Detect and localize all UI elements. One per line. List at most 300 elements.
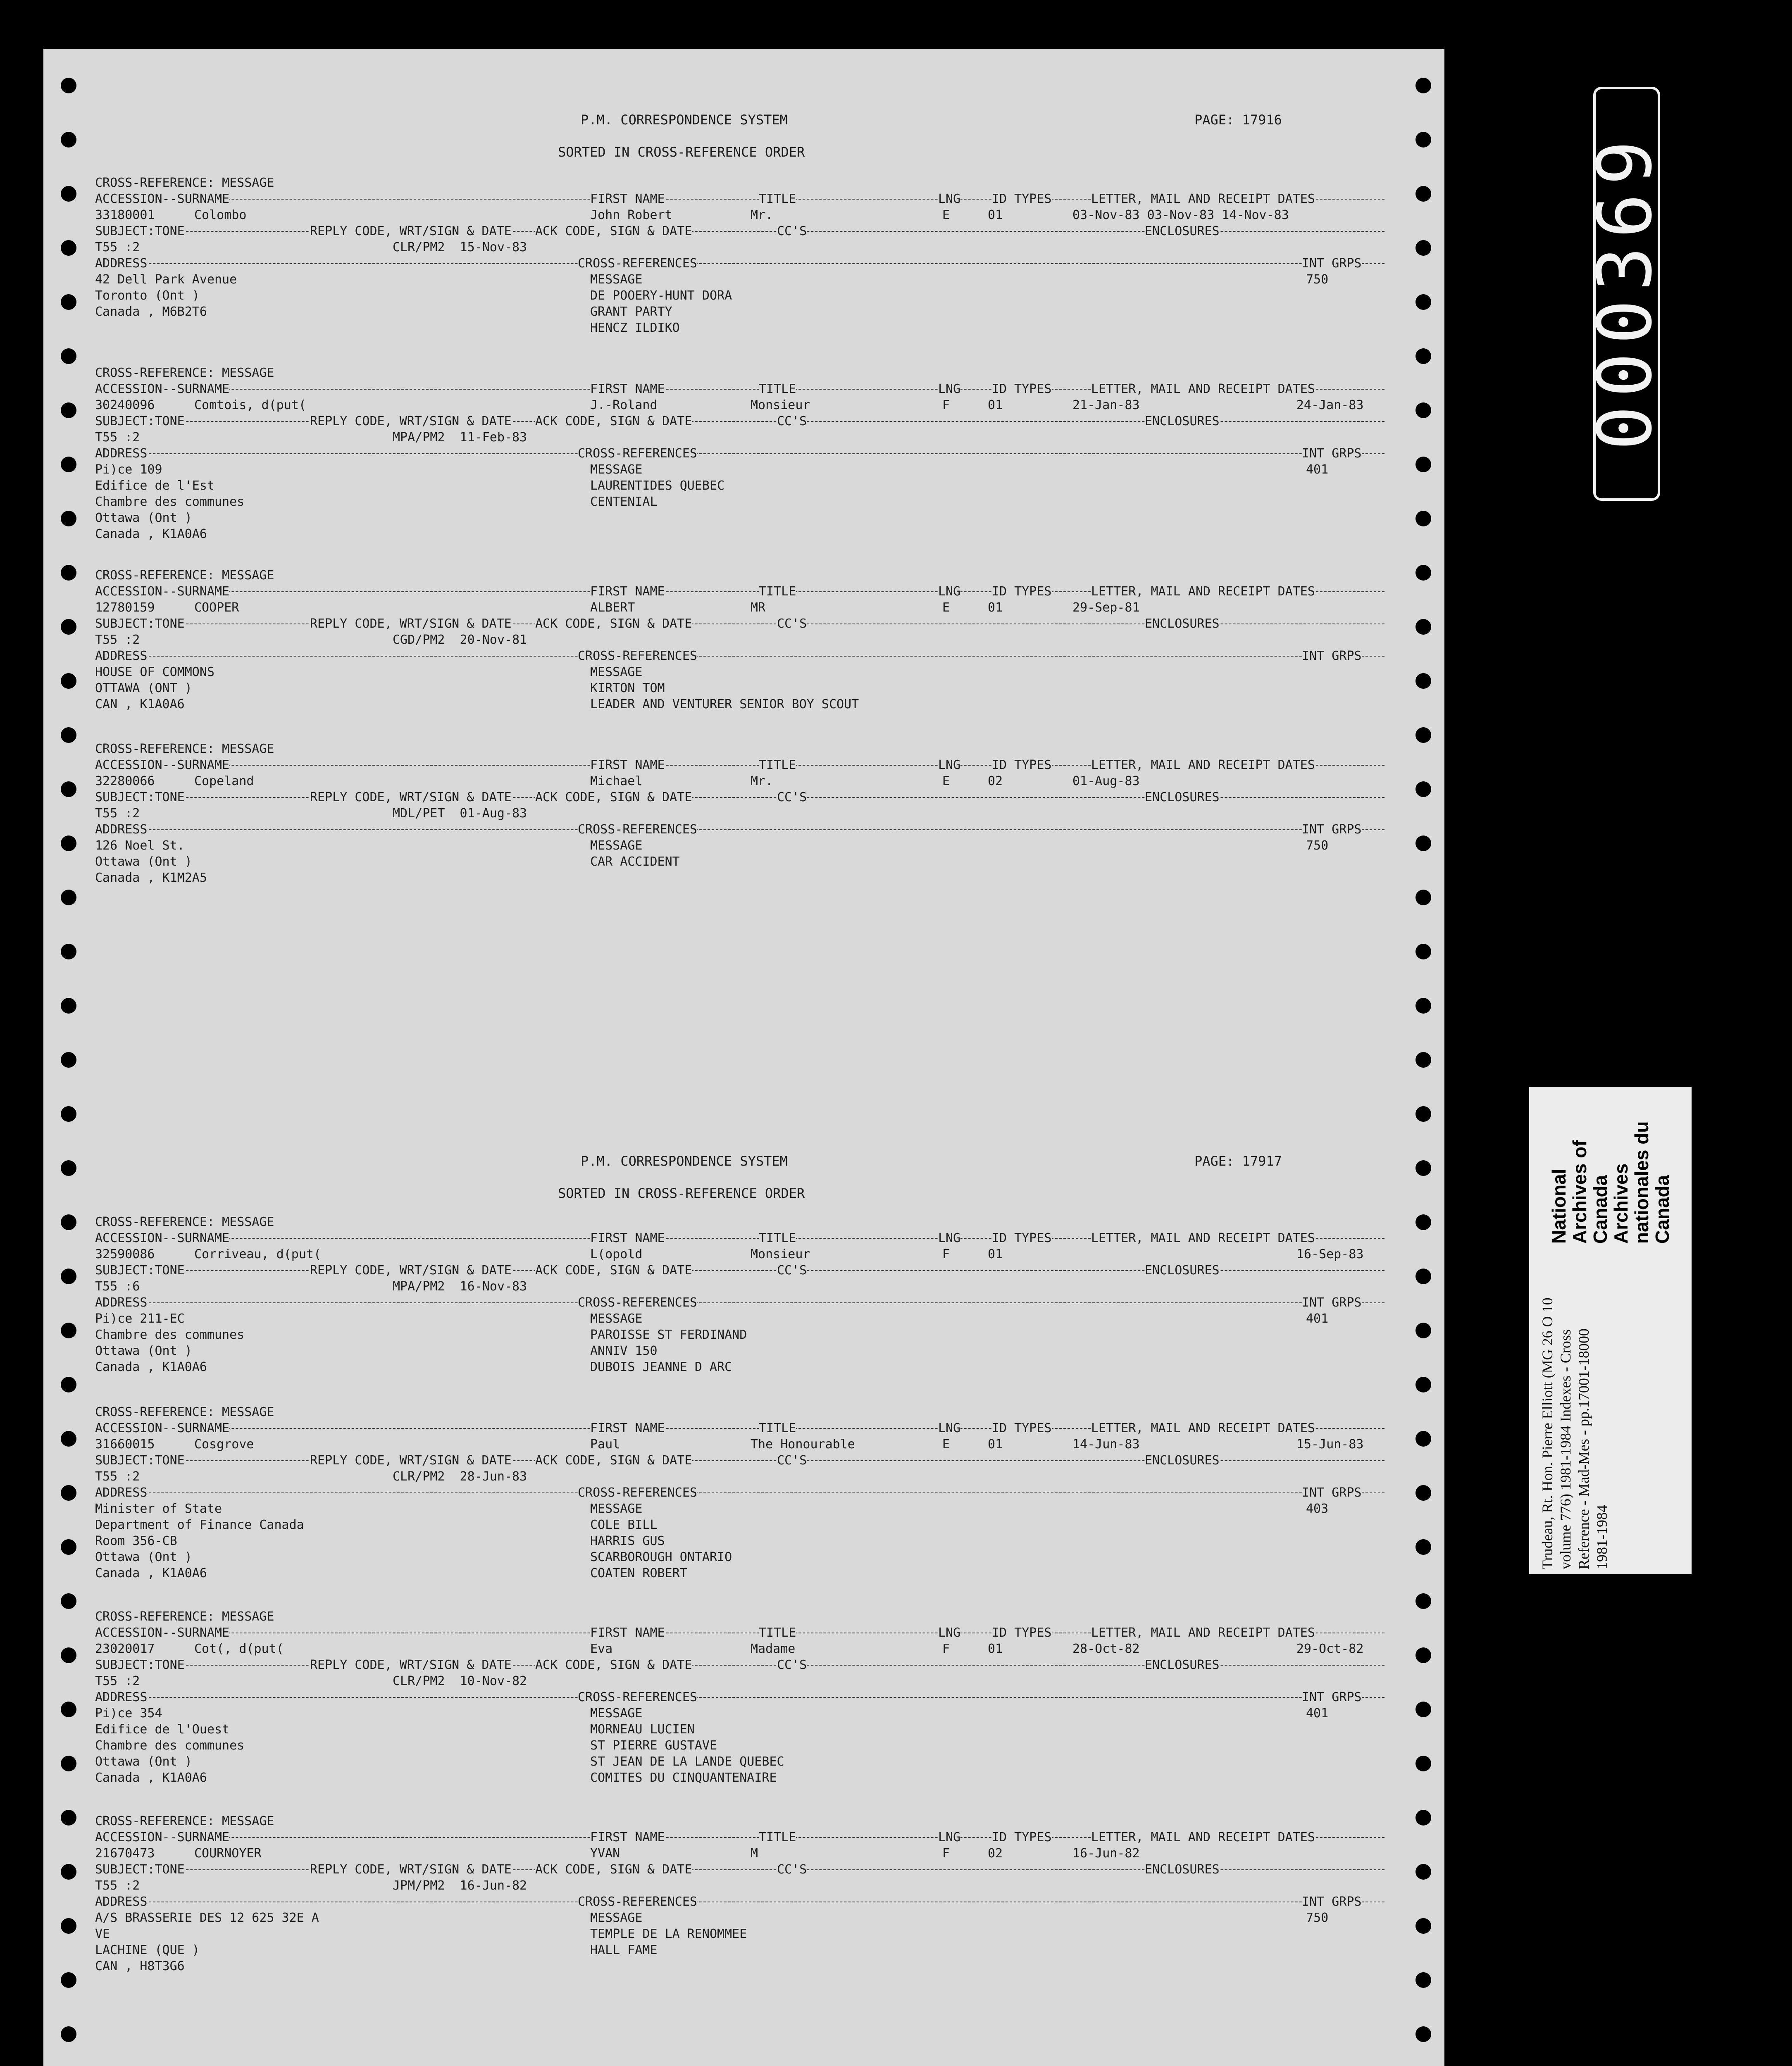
address-xref-line	[95, 1754, 1459, 1770]
col-accession-surname: ACCESSION--SURNAME	[95, 1231, 230, 1245]
col-cross-references: CROSS-REFERENCES	[578, 446, 697, 461]
col-dates: LETTER, MAIL AND RECEIPT DATES	[1091, 382, 1315, 396]
tractor-hole	[61, 78, 76, 93]
address-line: Chambre des communes	[95, 1738, 245, 1753]
id-types: 01	[988, 398, 1003, 412]
address-line: Canada , K1A0A6	[95, 1566, 207, 1580]
cross-reference: DUBOIS JEANNE D ARC	[590, 1360, 732, 1374]
id-types: 02	[988, 774, 1003, 788]
col-subject-tone: SUBJECT:TONE	[95, 616, 185, 631]
record-kind: CROSS-REFERENCE: MESSAGE	[95, 1215, 274, 1229]
col-accession-surname: ACCESSION--SURNAME	[95, 1421, 230, 1435]
col-cross-references: CROSS-REFERENCES	[578, 822, 697, 837]
col-id-types: ID TYPES	[992, 758, 1052, 772]
tractor-hole	[61, 1160, 76, 1176]
subject-tone: T55 :2	[95, 240, 140, 255]
col-first-name: FIRST NAME	[590, 1626, 665, 1640]
first-name: ALBERT	[590, 600, 635, 615]
address-line: Canada , M6B2T6	[95, 305, 207, 319]
address-line: Toronto (Ont )	[95, 288, 200, 303]
col-address: ADDRESS	[95, 649, 148, 663]
col-subject-tone: SUBJECT:TONE	[95, 224, 185, 238]
accession-number: 33180001	[95, 208, 155, 222]
int-grps: 401	[1306, 462, 1329, 477]
tractor-hole	[61, 1269, 76, 1284]
col-id-types: ID TYPES	[992, 1231, 1052, 1245]
label-line: volume 776) 1981-1984 Indexes - Cross	[1557, 1329, 1574, 1569]
first-name: John Robert	[590, 208, 672, 222]
record-values-line	[95, 397, 1459, 413]
cross-reference-record	[95, 365, 1459, 542]
col-ack-code: ACK CODE, SIGN & DATE	[535, 1862, 692, 1877]
tractor-hole	[61, 1647, 76, 1663]
record-kind-line	[95, 1214, 1459, 1230]
surname: COOPER	[194, 600, 239, 615]
subject-header-line	[95, 1262, 1459, 1278]
col-int-grps: INT GRPS	[1302, 1690, 1362, 1704]
address-xref-line	[95, 494, 1459, 510]
col-ccs: CC'S	[777, 224, 807, 238]
dash-rule	[95, 1492, 1385, 1493]
cross-reference: COATEN ROBERT	[590, 1566, 687, 1580]
tractor-hole	[61, 1702, 76, 1717]
col-ack-code: ACK CODE, SIGN & DATE	[535, 224, 692, 238]
subject-header-line	[95, 1861, 1459, 1878]
record-kind: CROSS-REFERENCE: MESSAGE	[95, 1609, 274, 1624]
col-lng: LNG	[938, 584, 961, 599]
address-line: OTTAWA (ONT )	[95, 681, 192, 695]
tractor-hole	[1415, 1377, 1431, 1392]
cross-reference: ST JEAN DE LA LANDE QUEBEC	[590, 1754, 784, 1769]
dash-rule	[95, 453, 1385, 454]
col-title: TITLE	[759, 1626, 796, 1640]
address-line: Ottawa (Ont )	[95, 1344, 192, 1358]
record-kind-line	[95, 1813, 1459, 1829]
address-xref-line	[95, 320, 1459, 336]
col-dates: LETTER, MAIL AND RECEIPT DATES	[1091, 192, 1315, 206]
tractor-hole	[61, 1485, 76, 1501]
col-dates: LETTER, MAIL AND RECEIPT DATES	[1091, 758, 1315, 772]
col-ack-code: ACK CODE, SIGN & DATE	[535, 1658, 692, 1672]
address-xref-line	[95, 1910, 1459, 1926]
col-subject-tone: SUBJECT:TONE	[95, 1658, 185, 1672]
address-line: Canada , K1M2A5	[95, 871, 207, 885]
address-line: Minister of State	[95, 1502, 222, 1516]
label-line: Reference - Mad-Mes - pp.17001-18000	[1575, 1328, 1592, 1569]
address-header-line	[95, 821, 1459, 838]
int-grps: 750	[1306, 838, 1329, 853]
language-code: F	[942, 1642, 950, 1656]
col-reply-code: REPLY CODE, WRT/SIGN & DATE	[310, 1263, 512, 1278]
tractor-hole	[61, 619, 76, 635]
address-line: Ottawa (Ont )	[95, 1550, 192, 1564]
letter-dates: 21-Jan-83 24-Jan-83	[1072, 398, 1364, 412]
address-line: 42 Dell Park Avenue	[95, 272, 237, 287]
record-kind: CROSS-REFERENCE: MESSAGE	[95, 1405, 274, 1419]
tractor-hole	[1415, 348, 1431, 364]
reply-code: MPA/PM2 11-Feb-83	[393, 430, 527, 445]
surname: Copeland	[194, 774, 254, 788]
id-types: 02	[988, 1846, 1003, 1861]
address-xref-line	[95, 1327, 1459, 1343]
col-cross-references: CROSS-REFERENCES	[578, 1295, 697, 1310]
dash-rule	[95, 829, 1385, 830]
address-xref-line	[95, 1549, 1459, 1565]
subject-values-line	[95, 239, 1459, 255]
record-values-line	[95, 1641, 1459, 1657]
col-first-name: FIRST NAME	[590, 1830, 665, 1845]
tractor-hole	[61, 402, 76, 418]
col-ccs: CC'S	[777, 1453, 807, 1468]
col-title: TITLE	[759, 758, 796, 772]
tractor-hole	[61, 673, 76, 689]
record-values-line	[95, 1246, 1459, 1262]
tractor-hole	[1415, 1972, 1431, 1988]
id-types: 01	[988, 1437, 1003, 1452]
accession-number: 12780159	[95, 600, 155, 615]
address-xref-line	[95, 1311, 1459, 1327]
tractor-hole	[61, 132, 76, 148]
col-reply-code: REPLY CODE, WRT/SIGN & DATE	[310, 790, 512, 805]
record-kind: CROSS-REFERENCE: MESSAGE	[95, 1814, 274, 1828]
address-line: Ottawa (Ont )	[95, 854, 192, 869]
cross-reference: MESSAGE	[590, 1311, 643, 1326]
subject-tone: T55 :2	[95, 806, 140, 821]
record-kind-line	[95, 1609, 1459, 1625]
accession-number: 21670473	[95, 1846, 155, 1861]
col-lng: LNG	[938, 1421, 961, 1435]
cross-reference-record	[95, 175, 1459, 336]
tractor-hole	[61, 565, 76, 581]
label-description	[1538, 1255, 1662, 1569]
record-kind: CROSS-REFERENCE: MESSAGE	[95, 568, 274, 583]
label-line: 1981-1984	[1594, 1505, 1610, 1569]
col-ack-code: ACK CODE, SIGN & DATE	[535, 790, 692, 805]
letter-dates: 03-Nov-83 03-Nov-83 14-Nov-83	[1072, 208, 1289, 222]
address-xref-line	[95, 870, 1459, 886]
tractor-hole	[61, 781, 76, 797]
tractor-hole	[61, 511, 76, 526]
col-subject-tone: SUBJECT:TONE	[95, 1862, 185, 1877]
surname: Colombo	[194, 208, 247, 222]
address-xref-line	[95, 288, 1459, 304]
cross-reference: MESSAGE	[590, 1706, 643, 1721]
cross-reference-record	[95, 567, 1459, 712]
subject-header-line	[95, 1452, 1459, 1469]
printout-sheet	[43, 49, 1444, 2066]
address-line: Room 356-CB	[95, 1534, 177, 1548]
language-code: E	[942, 600, 950, 615]
col-accession-surname: ACCESSION--SURNAME	[95, 1626, 230, 1640]
id-types: 01	[988, 1247, 1003, 1261]
int-grps: 401	[1306, 1706, 1329, 1721]
address-xref-line	[95, 1705, 1459, 1721]
tractor-hole	[61, 1214, 76, 1230]
record-kind: CROSS-REFERENCE: MESSAGE	[95, 366, 274, 380]
cross-reference: HENCZ ILDIKO	[590, 321, 680, 335]
surname: COURNOYER	[194, 1846, 262, 1861]
int-grps: 750	[1306, 272, 1329, 287]
tractor-hole	[61, 835, 76, 851]
tractor-hole	[61, 240, 76, 256]
col-id-types: ID TYPES	[992, 1626, 1052, 1640]
cross-reference-record	[95, 1609, 1459, 1786]
col-int-grps: INT GRPS	[1302, 1295, 1362, 1310]
institution-en: National Archives of Canada	[1548, 1140, 1611, 1244]
record-kind-line	[95, 1404, 1459, 1420]
address-xref-line	[95, 1517, 1459, 1533]
tractor-hole	[61, 1593, 76, 1609]
col-lng: LNG	[938, 758, 961, 772]
subject-header-line	[95, 616, 1459, 632]
language-code: F	[942, 1846, 950, 1861]
address-line: A/S BRASSERIE DES 12 625 32E A	[95, 1911, 319, 1925]
cross-reference: MESSAGE	[590, 272, 643, 287]
address-xref-line	[95, 510, 1459, 526]
address-header-line	[95, 1894, 1459, 1910]
cross-reference: DE POOERY-HUNT DORA	[590, 288, 732, 303]
col-ccs: CC'S	[777, 1658, 807, 1672]
letter-dates: 29-Sep-81	[1072, 600, 1140, 615]
person-title: Madame	[751, 1642, 796, 1656]
first-name: L(opold	[590, 1247, 643, 1261]
col-title: TITLE	[759, 1830, 796, 1845]
subject-values-line	[95, 632, 1459, 648]
int-grps: 401	[1306, 1311, 1329, 1326]
col-reply-code: REPLY CODE, WRT/SIGN & DATE	[310, 224, 512, 238]
cross-reference: COLE BILL	[590, 1518, 658, 1532]
address-xref-line	[95, 1501, 1459, 1517]
address-header-line	[95, 648, 1459, 664]
col-int-grps: INT GRPS	[1302, 822, 1362, 837]
cross-reference: MESSAGE	[590, 1502, 643, 1516]
tractor-hole	[61, 1106, 76, 1122]
address-line: Canada , K1A0A6	[95, 1360, 207, 1374]
col-address: ADDRESS	[95, 446, 148, 461]
column-header-line	[95, 1625, 1459, 1641]
tractor-hole	[61, 1431, 76, 1447]
cross-reference: GRANT PARTY	[590, 305, 672, 319]
column-header-line	[95, 191, 1459, 207]
id-types: 01	[988, 600, 1003, 615]
col-int-grps: INT GRPS	[1302, 1895, 1362, 1909]
cross-reference: HALL FAME	[590, 1943, 658, 1957]
address-line: Canada , K1A0A6	[95, 527, 207, 541]
tractor-hole	[61, 1972, 76, 1988]
col-cross-references: CROSS-REFERENCES	[578, 1690, 697, 1704]
tractor-hole	[1415, 1052, 1431, 1068]
subject-values-line	[95, 1878, 1459, 1894]
col-enclosures: ENCLOSURES	[1145, 414, 1220, 428]
address-xref-line	[95, 462, 1459, 478]
col-enclosures: ENCLOSURES	[1145, 1658, 1220, 1672]
surname: Cosgrove	[194, 1437, 254, 1452]
language-code: F	[942, 398, 950, 412]
person-title: MR	[751, 600, 766, 615]
col-ccs: CC'S	[777, 1862, 807, 1877]
address-xref-line	[95, 271, 1459, 288]
col-address: ADDRESS	[95, 1295, 148, 1310]
address-xref-line	[95, 1942, 1459, 1958]
col-enclosures: ENCLOSURES	[1145, 1263, 1220, 1278]
address-xref-line	[95, 1738, 1459, 1754]
tractor-hole	[61, 1052, 76, 1068]
col-dates: LETTER, MAIL AND RECEIPT DATES	[1091, 584, 1315, 599]
col-title: TITLE	[759, 382, 796, 396]
col-int-grps: INT GRPS	[1302, 446, 1362, 461]
sort-title: SORTED IN CROSS-REFERENCE ORDER	[558, 144, 805, 160]
page-number: PAGE: 17917	[1194, 1153, 1282, 1169]
language-code: F	[942, 1247, 950, 1261]
record-values-line	[95, 207, 1459, 223]
cross-reference-record	[95, 741, 1459, 886]
col-reply-code: REPLY CODE, WRT/SIGN & DATE	[310, 1453, 512, 1468]
reply-code: JPM/PM2 16-Jun-82	[393, 1878, 527, 1893]
address-xref-line	[95, 526, 1459, 542]
reply-code: MPA/PM2 16-Nov-83	[393, 1279, 527, 1294]
address-xref-line	[95, 1770, 1459, 1786]
address-line: CAN , K1A0A6	[95, 697, 185, 712]
person-title: M	[751, 1846, 758, 1861]
subject-tone: T55 :2	[95, 1878, 140, 1893]
accession-number: 31660015	[95, 1437, 155, 1452]
cross-reference: COMITES DU CINQUANTENAIRE	[590, 1771, 777, 1785]
tractor-hole	[61, 727, 76, 743]
col-cross-references: CROSS-REFERENCES	[578, 1485, 697, 1500]
dash-rule	[95, 656, 1385, 657]
address-line: VE	[95, 1927, 110, 1941]
reply-code: CLR/PM2 10-Nov-82	[393, 1674, 527, 1688]
address-header-line	[95, 1295, 1459, 1311]
tractor-hole	[1415, 1593, 1431, 1609]
cross-reference: ST PIERRE GUSTAVE	[590, 1738, 717, 1753]
tractor-hole	[1415, 2026, 1431, 2042]
col-ack-code: ACK CODE, SIGN & DATE	[535, 616, 692, 631]
address-xref-line	[95, 1958, 1459, 1974]
address-line: Pi)ce 354	[95, 1706, 162, 1721]
tractor-hole	[61, 457, 76, 472]
subject-values-line	[95, 1469, 1459, 1485]
accession-number: 30240096	[95, 398, 155, 412]
surname: Cot(, d(put(	[194, 1642, 284, 1656]
col-int-grps: INT GRPS	[1302, 1485, 1362, 1500]
address-xref-line	[95, 1565, 1459, 1581]
tractor-hole	[61, 1918, 76, 1934]
address-line: Chambre des communes	[95, 495, 245, 509]
subject-header-line	[95, 789, 1459, 805]
col-dates: LETTER, MAIL AND RECEIPT DATES	[1091, 1231, 1315, 1245]
col-accession-surname: ACCESSION--SURNAME	[95, 1830, 230, 1845]
subject-header-line	[95, 1657, 1459, 1673]
col-enclosures: ENCLOSURES	[1145, 1453, 1220, 1468]
col-address: ADDRESS	[95, 256, 148, 271]
language-code: E	[942, 1437, 950, 1452]
address-line: Canada , K1A0A6	[95, 1771, 207, 1785]
col-dates: LETTER, MAIL AND RECEIPT DATES	[1091, 1421, 1315, 1435]
cross-reference: SCARBOROUGH ONTARIO	[590, 1550, 732, 1564]
reply-code: MDL/PET 01-Aug-83	[393, 806, 527, 821]
column-header-line	[95, 1230, 1459, 1246]
surname: Comtois, d(put(	[194, 398, 306, 412]
reply-code: CLR/PM2 15-Nov-83	[393, 240, 527, 255]
col-first-name: FIRST NAME	[590, 192, 665, 206]
letter-dates: 14-Jun-83 15-Jun-83	[1072, 1437, 1364, 1452]
address-xref-line	[95, 478, 1459, 494]
int-grps: 403	[1306, 1502, 1329, 1516]
cross-reference: MESSAGE	[590, 665, 643, 679]
column-header-line	[95, 757, 1459, 773]
col-reply-code: REPLY CODE, WRT/SIGN & DATE	[310, 1658, 512, 1672]
col-first-name: FIRST NAME	[590, 584, 665, 599]
address-line: CAN , H8T3G6	[95, 1959, 185, 1973]
letter-dates: 16-Sep-83	[1072, 1247, 1364, 1261]
address-line: Pi)ce 211-EC	[95, 1311, 185, 1326]
col-lng: LNG	[938, 1830, 961, 1845]
col-dates: LETTER, MAIL AND RECEIPT DATES	[1091, 1830, 1315, 1845]
col-enclosures: ENCLOSURES	[1145, 790, 1220, 805]
col-ack-code: ACK CODE, SIGN & DATE	[535, 1263, 692, 1278]
record-values-line	[95, 600, 1459, 616]
col-ccs: CC'S	[777, 414, 807, 428]
cross-reference-record	[95, 1214, 1459, 1375]
col-enclosures: ENCLOSURES	[1145, 616, 1220, 631]
first-name: J.-Roland	[590, 398, 658, 412]
col-subject-tone: SUBJECT:TONE	[95, 1453, 185, 1468]
dash-rule	[95, 1302, 1385, 1303]
col-subject-tone: SUBJECT:TONE	[95, 414, 185, 428]
col-first-name: FIRST NAME	[590, 1421, 665, 1435]
col-accession-surname: ACCESSION--SURNAME	[95, 382, 230, 396]
address-header-line	[95, 445, 1459, 462]
record-kind-line	[95, 741, 1459, 757]
tractor-hole	[61, 1756, 76, 1771]
tractor-hole	[61, 1323, 76, 1338]
tractor-hole	[61, 890, 76, 905]
tractor-hole	[61, 1539, 76, 1555]
address-xref-line	[95, 838, 1459, 854]
address-line: Edifice de l'Est	[95, 478, 214, 493]
col-ccs: CC'S	[777, 616, 807, 631]
cross-reference: MESSAGE	[590, 462, 643, 477]
tractor-hole	[61, 186, 76, 202]
col-id-types: ID TYPES	[992, 1421, 1052, 1435]
col-address: ADDRESS	[95, 822, 148, 837]
cross-reference: HARRIS GUS	[590, 1534, 665, 1548]
first-name: Paul	[590, 1437, 620, 1452]
col-title: TITLE	[759, 192, 796, 206]
address-line: LACHINE (QUE )	[95, 1943, 200, 1957]
subject-values-line	[95, 1278, 1459, 1295]
col-reply-code: REPLY CODE, WRT/SIGN & DATE	[310, 1862, 512, 1877]
language-code: E	[942, 774, 950, 788]
dash-rule	[95, 1697, 1385, 1698]
reply-code: CLR/PM2 28-Jun-83	[393, 1469, 527, 1484]
address-line: Chambre des communes	[95, 1328, 245, 1342]
tractor-hole	[61, 998, 76, 1014]
col-enclosures: ENCLOSURES	[1145, 1862, 1220, 1877]
cross-reference: LAURENTIDES QUEBEC	[590, 478, 725, 493]
col-ack-code: ACK CODE, SIGN & DATE	[535, 1453, 692, 1468]
subject-tone: T55 :2	[95, 1674, 140, 1688]
cross-reference: MESSAGE	[590, 1911, 643, 1925]
subject-values-line	[95, 805, 1459, 821]
col-cross-references: CROSS-REFERENCES	[578, 649, 697, 663]
col-int-grps: INT GRPS	[1302, 649, 1362, 663]
person-title: The Honourable	[751, 1437, 855, 1452]
label-line: Trudeau, Rt. Hon. Pierre Elliott (MG 26 O 10	[1539, 1297, 1556, 1569]
system-title: P.M. CORRESPONDENCE SYSTEM	[581, 112, 788, 128]
address-xref-line	[95, 696, 1459, 712]
